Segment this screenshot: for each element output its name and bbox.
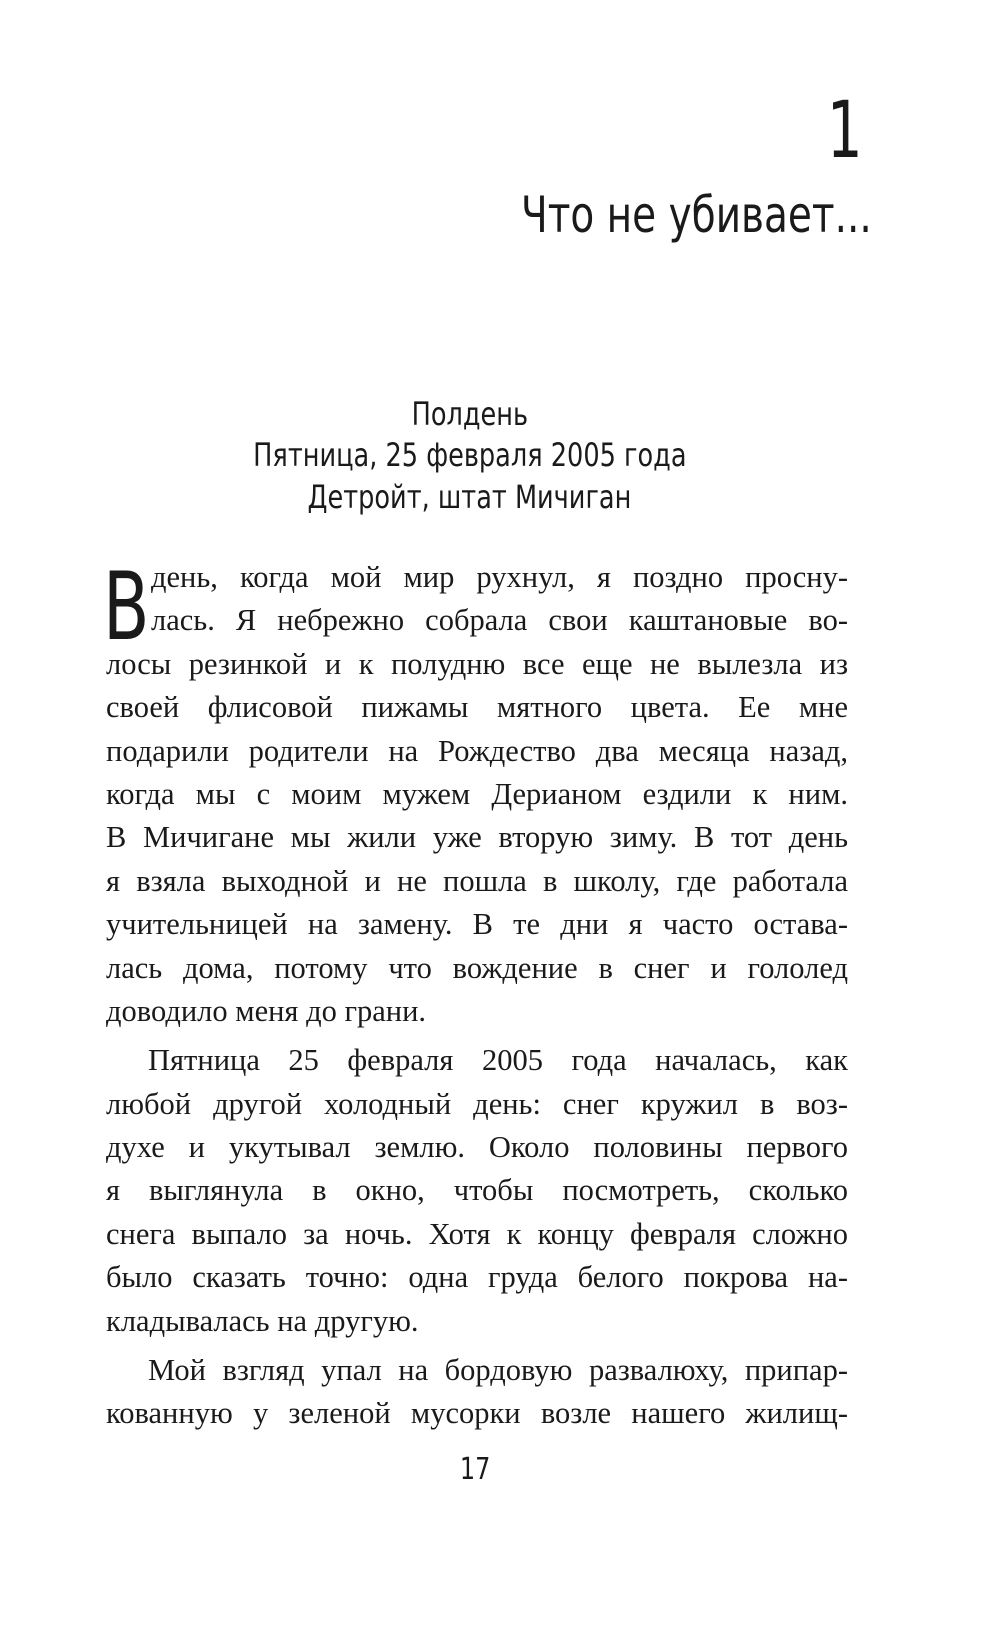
page-number: 17 [459, 1452, 491, 1487]
text-line: духе и укутывал землю. Около половины первого [106, 1130, 848, 1165]
text-line: доводило меня до грани. [106, 993, 427, 1028]
text-line: лосы резинкой и к полудню все еще не вылезла из [106, 646, 848, 681]
drop-cap: В [103, 553, 150, 662]
heading-date: Пятница, 25 февраля 2005 года [252, 436, 687, 474]
paragraph-3 [106, 1349, 848, 1436]
text-line: кованную у зеленой мусорки возле нашего жилищ- [106, 1396, 848, 1431]
text-line: лась дома, потому что вождение в снег и гололед [106, 950, 848, 985]
text-line: я выглянула в окно, чтобы посмотреть, сколько [106, 1173, 848, 1208]
paragraph-1 [106, 556, 848, 1033]
text-line: В Мичигане мы жили уже вторую зиму. В тот день [106, 820, 848, 855]
text-line: учительницей на замену. В те дни я часто остава- [106, 907, 848, 942]
paragraph-2 [106, 1039, 848, 1343]
text-line: снега выпало за ночь. Хотя к концу февраля сложно [106, 1216, 848, 1251]
chapter-title: Что не убивает... [521, 186, 872, 244]
text-line: лась. Я небрежно собрала свои каштановые во- [151, 603, 848, 638]
chapter-number: 1 [827, 86, 863, 176]
text-line: когда мы с моим мужем Дерианом ездили к ним. [106, 776, 848, 811]
text-line: Мой взгляд упал на бордовую развалюху, припар- [148, 1353, 848, 1388]
text-line: было сказать точно: одна груда белого покрова на- [106, 1260, 848, 1295]
text-line: своей флисовой пижамы мятного цвета. Ее мне [106, 690, 848, 725]
text-line: любой другой холодный день: снег кружил в воз- [106, 1086, 848, 1121]
body-text [106, 556, 848, 1436]
heading-time: Полдень [411, 395, 528, 433]
text-line: кладывалась на другую. [106, 1303, 419, 1338]
heading-place: Детройт, штат Мичиган [307, 478, 632, 516]
text-line: подарили родители на Рождество два месяца назад, [106, 733, 848, 768]
text-line: я взяла выходной и не пошла в школу, где работала [106, 863, 848, 898]
text-line: день, когда мой мир рухнул, я поздно просну- [151, 560, 848, 594]
text-line: Пятница 25 февраля 2005 года началась, как [148, 1043, 848, 1078]
